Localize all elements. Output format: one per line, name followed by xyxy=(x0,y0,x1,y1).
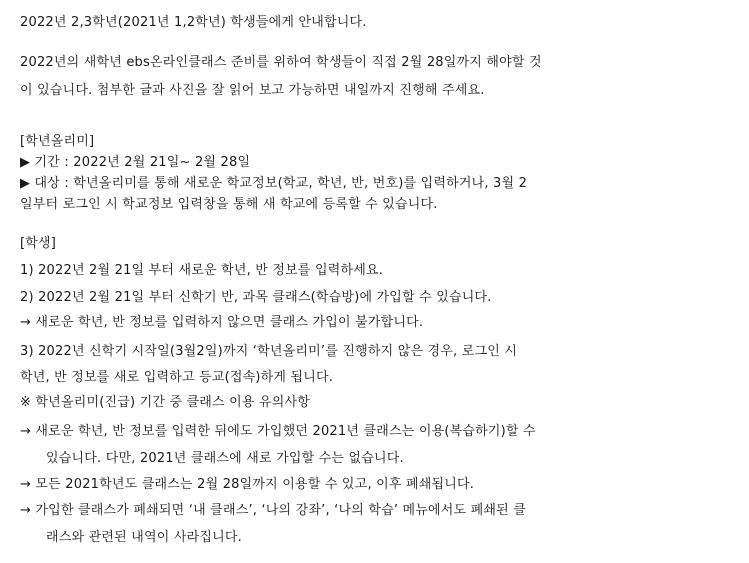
intro-line-2: 이 있습니다. 첨부한 글과 사진을 잘 읽어 보고 가능하면 내일까지 진행해 주세요. xyxy=(20,83,485,98)
caution-3-line-2: 래스와 관련된 내역이 사라집니다. xyxy=(46,530,242,545)
student-item-3-line-1: 3) 2022년 신학기 시작일(3월2일)까지 ‘학년올리미’를 진행하지 않은 경우, 로그인 시 xyxy=(20,344,518,359)
caution-heading: ※ 학년올리미(진급) 기간 중 클래스 이용 유의사항 xyxy=(20,395,311,410)
olimi-target-line-1: ▶ 대상 : 학년올리미를 통해 새로운 학교정보(학교, 학년, 반, 번호)를 입력하거나, 3월 2 xyxy=(20,176,528,191)
olimi-target-line-2: 일부터 로그인 시 학교정보 입력창을 통해 새 학교에 등록할 수 있습니다. xyxy=(20,197,438,212)
student-item-3-line-2: 학년, 반 정보를 새로 입력하고 등교(접속)하게 됩니다. xyxy=(20,370,334,385)
caution-3-line-1: → 가입한 클래스가 폐쇄되면 ‘내 클래스’, ‘나의 강좌’, ‘나의 학습’ 메뉴에서도 폐쇄된 클 xyxy=(20,503,526,518)
student-item-2: 2) 2022년 2월 21일 부터 신학기 반, 과목 클래스(학습방)에 가입할 수 있습니다. xyxy=(20,290,492,305)
greeting-line: 2022년 2,3학년(2021년 1,2학년) 학생들에게 안내합니다. xyxy=(20,15,367,30)
olimi-period: ▶ 기간 : 2022년 2월 21일~ 2월 28일 xyxy=(20,155,251,170)
student-item-1: 1) 2022년 2월 21일 부터 새로운 학년, 반 정보를 입력하세요. xyxy=(20,263,384,278)
caution-1-line-1: → 새로운 학년, 반 정보를 입력한 뒤에도 가입했던 2021년 클래스는 이용(복습하기)할 수 xyxy=(20,424,536,439)
student-item-2-note: → 새로운 학년, 반 정보를 입력하지 않으면 클래스 가입이 불가합니다. xyxy=(20,315,424,330)
student-heading: [학생] xyxy=(20,236,57,251)
caution-1-line-2: 있습니다. 다만, 2021년 클래스에 새로 가입할 수는 없습니다. xyxy=(46,451,404,466)
caution-2: → 모든 2021학년도 클래스는 2월 28일까지 이용할 수 있고, 이후 폐쇄됩니다. xyxy=(20,477,475,492)
olimi-heading: [학년올리미] xyxy=(20,134,95,149)
intro-line-1: 2022년의 새학년 ebs온라인클래스 준비를 위하여 학생들이 직접 2월 28일까지 해야할 것 xyxy=(20,55,542,70)
